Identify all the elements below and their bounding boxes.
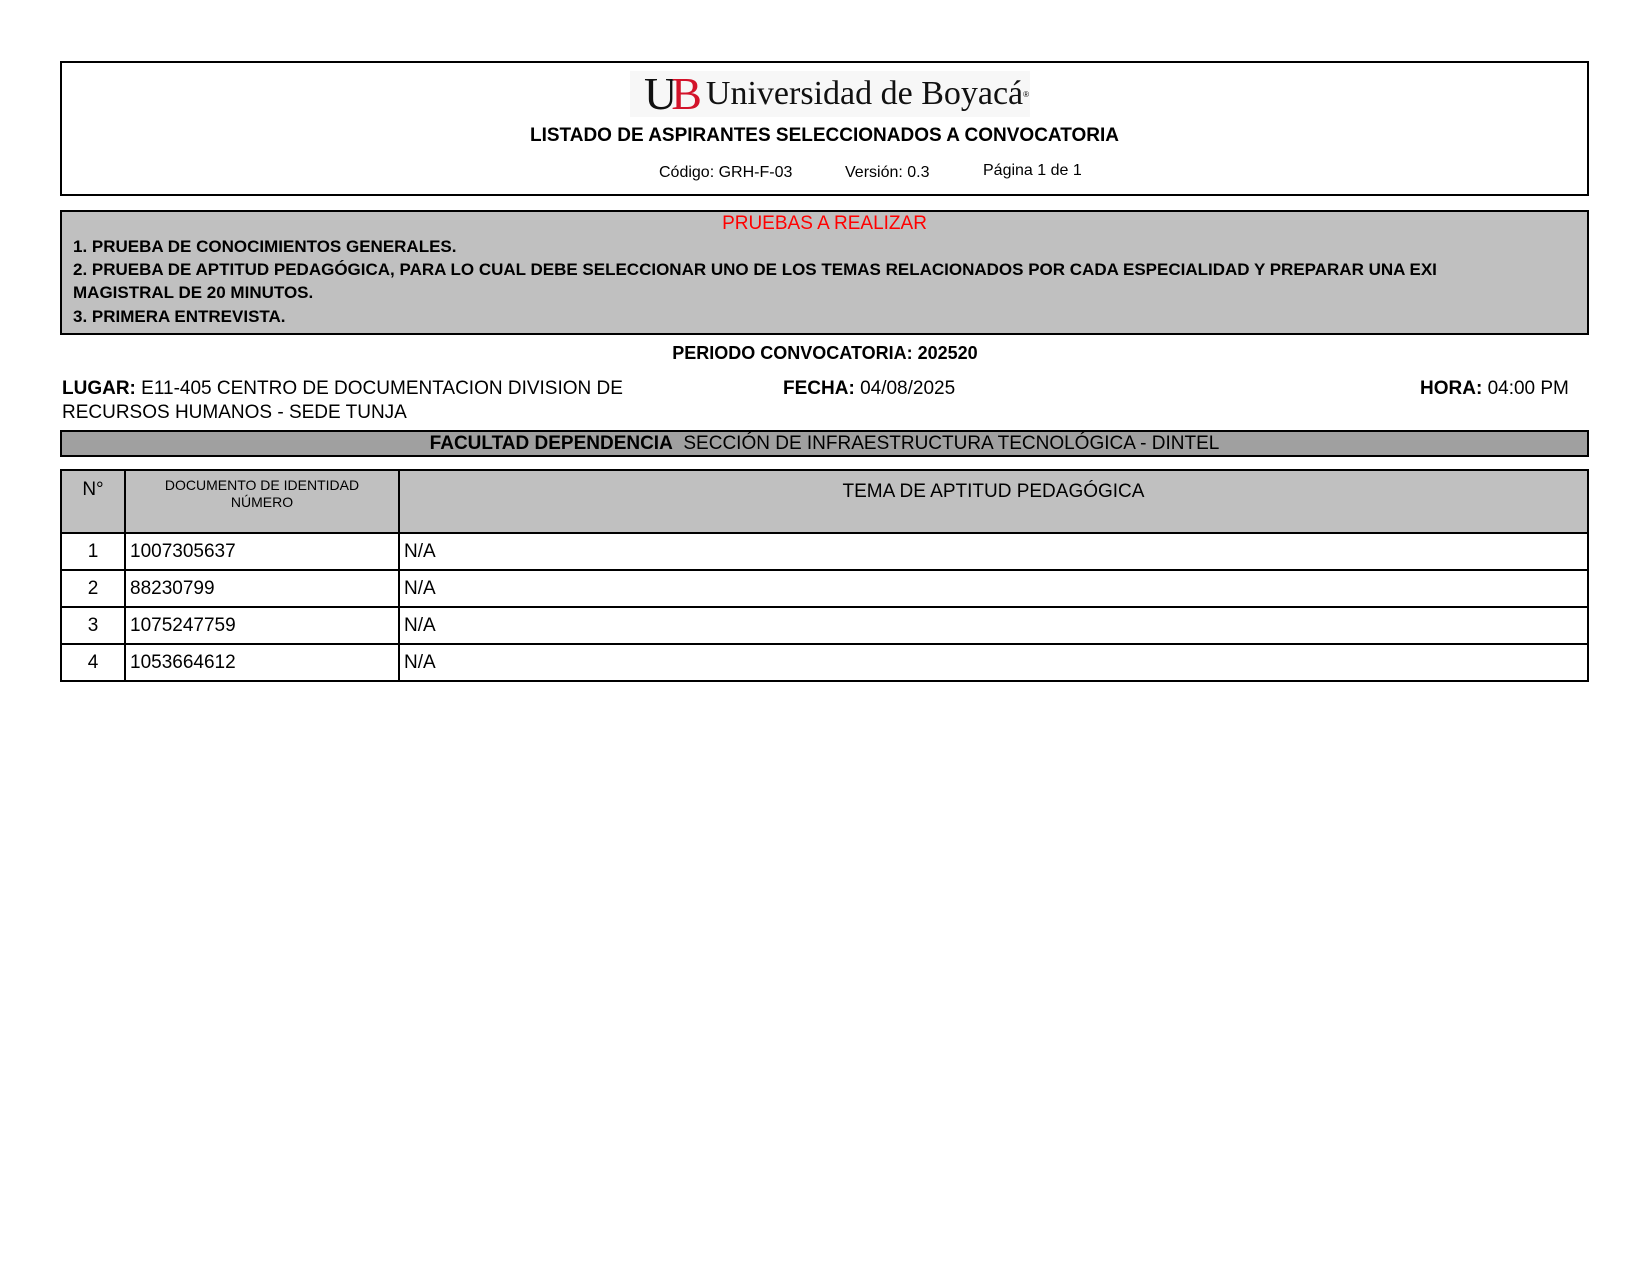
lugar: LUGAR: E11-405 CENTRO DE DOCUMENTACION DIVISION DE RECURSOS HUMANOS - SEDE TUNJA [62, 378, 623, 423]
col-number: N° [61, 470, 125, 533]
table-header-row [61, 470, 1588, 533]
col-document: DOCUMENTO DE IDENTIDAD NÚMERO [125, 470, 399, 533]
fecha: FECHA: 04/08/2025 [783, 378, 956, 399]
tests-title: PRUEBAS A REALIZAR [722, 213, 927, 234]
university-logo: UB Universidad de Boyacá ® [630, 71, 1030, 117]
table-row: 1 1007305637 N/A [61, 533, 1588, 570]
col-tema: TEMA DE APTITUD PEDAGÓGICA [399, 470, 1588, 533]
hora: HORA: 04:00 PM [1420, 378, 1569, 399]
document-title: LISTADO DE ASPIRANTES SELECCIONADOS A CONVOCATORIA [529, 125, 1120, 146]
table-row: 4 1053664612 N/A [61, 644, 1588, 681]
applicants-table [60, 469, 1589, 682]
header-box [60, 61, 1589, 196]
test-item: 3. PRIMERA ENTREVISTA. [73, 307, 286, 326]
periodo-convocatoria: PERIODO CONVOCATORIA: 202520 [672, 343, 978, 363]
test-item: 2. PRUEBA DE APTITUD PEDAGÓGICA, PARA LO CUAL DEBE SELECCIONAR UNO DE LOS TEMAS RELACIONADOS POR CADA ESPECIALIDAD Y PREPARAR UNA EXI [73, 260, 1437, 279]
document-code: Código: GRH-F-03 [659, 164, 793, 181]
test-item: 1. PRUEBA DE CONOCIMIENTOS GENERALES. [73, 237, 457, 256]
tests-box [60, 210, 1589, 335]
table-row: 2 88230799 N/A [61, 570, 1588, 607]
test-item: MAGISTRAL DE 20 MINUTOS. [73, 283, 314, 302]
document-version: Versión: 0.3 [845, 164, 930, 181]
facultad-bar: FACULTAD DEPENDENCIA SECCIÓN DE INFRAESTRUCTURA TECNOLÓGICA - DINTEL [60, 430, 1589, 457]
table-row: 3 1075247759 N/A [61, 607, 1588, 644]
page-number: Página 1 de 1 [983, 162, 1082, 179]
